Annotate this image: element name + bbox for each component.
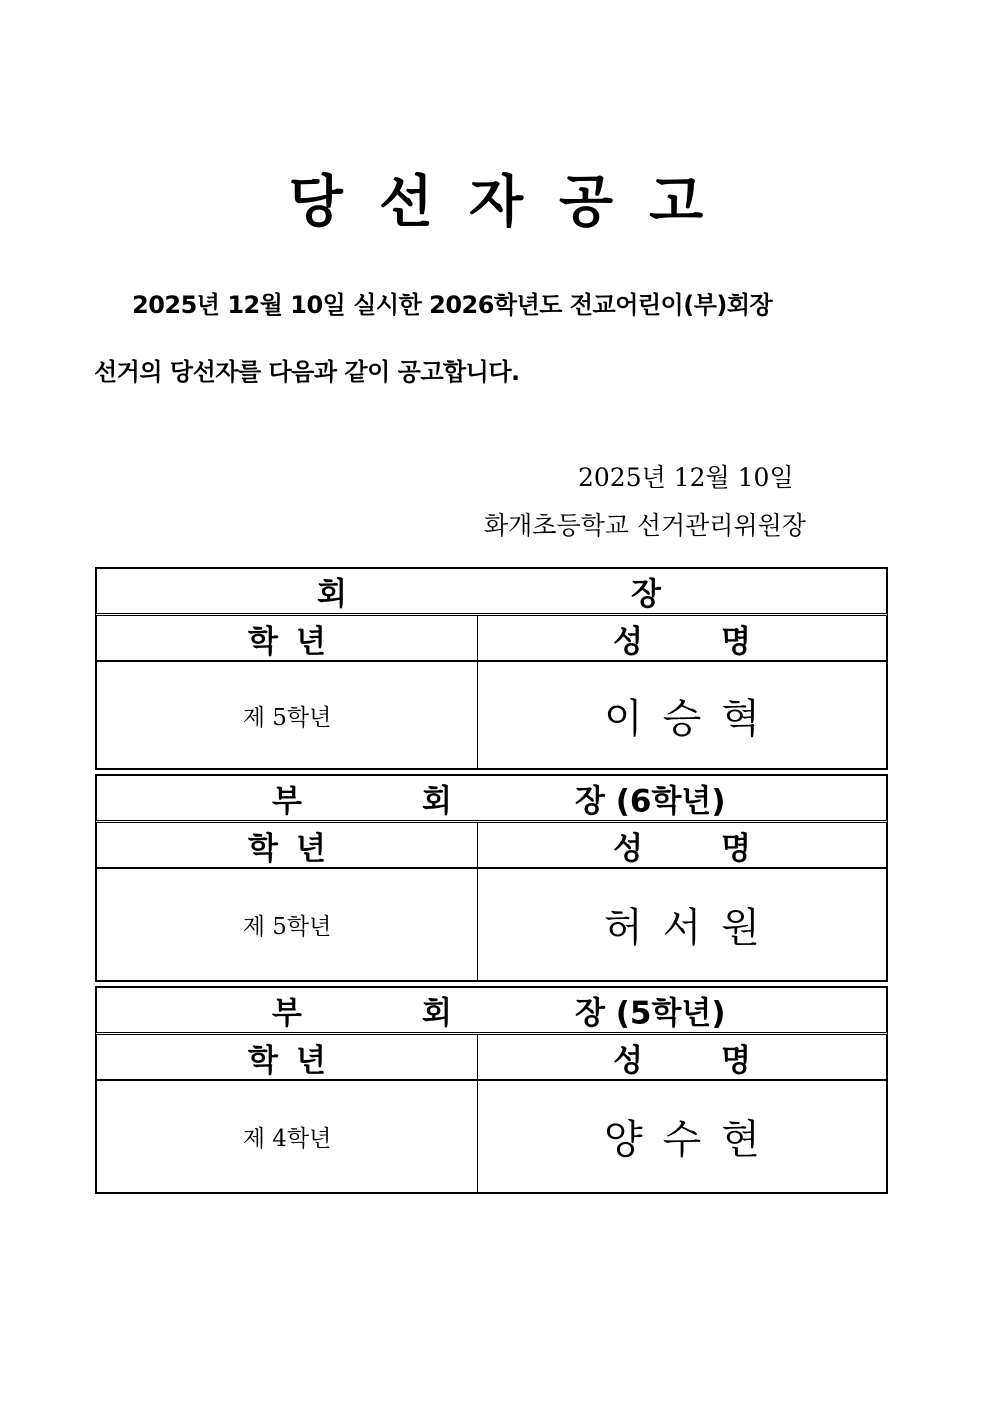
section-header-part: 부 [272,995,302,1032]
section-header-part: 장 [631,576,661,613]
grade-column-header: 학년 [248,830,344,867]
column-header-row [95,1035,888,1081]
name-cell: 이승혁 [604,695,780,742]
vice-president-6th-section [95,774,888,982]
column-header-row [95,616,888,662]
name-cell: 양수현 [604,1117,780,1163]
president-section [95,567,888,770]
section-header [95,774,888,823]
name-cell: 허서원 [604,905,780,951]
announcement-line-1: 2025년 12월 10일 실시한 2026학년도 전교어린이(부)회장 [132,291,773,319]
vice-president-5th-section [95,986,888,1194]
section-header-part: 회 [422,995,452,1032]
section-header-part: 회 [422,783,452,820]
announcement-line-2: 선거의 당선자를 다음과 같이 공고합니다. [94,358,520,386]
grade-cell: 제 5학년 [97,662,478,768]
section-header-part: 회 [317,576,347,613]
grade-cell: 제 4학년 [97,1081,478,1192]
column-header-row [95,823,888,869]
section-header-part: 부 [272,783,302,820]
section-header-part: 장 (5학년) [575,995,726,1032]
name-column-header: 성명 [613,1042,829,1079]
issuer: 화개초등학교 선거관리위원장 [484,511,806,540]
section-header [95,986,888,1035]
grade-column-header: 학년 [248,623,344,660]
announcement-date: 2025년 12월 10일 [578,463,794,492]
grade-cell: 제 5학년 [97,869,478,980]
page-title: 당선자공고 [288,170,740,235]
grade-column-header: 학년 [248,1042,344,1079]
section-header [95,567,888,616]
table-row [95,1081,888,1194]
table-row [95,662,888,770]
name-column-header: 성명 [613,830,829,867]
section-header-part: 장 (6학년) [575,783,726,820]
name-column-header: 성명 [613,623,829,660]
table-row [95,869,888,982]
